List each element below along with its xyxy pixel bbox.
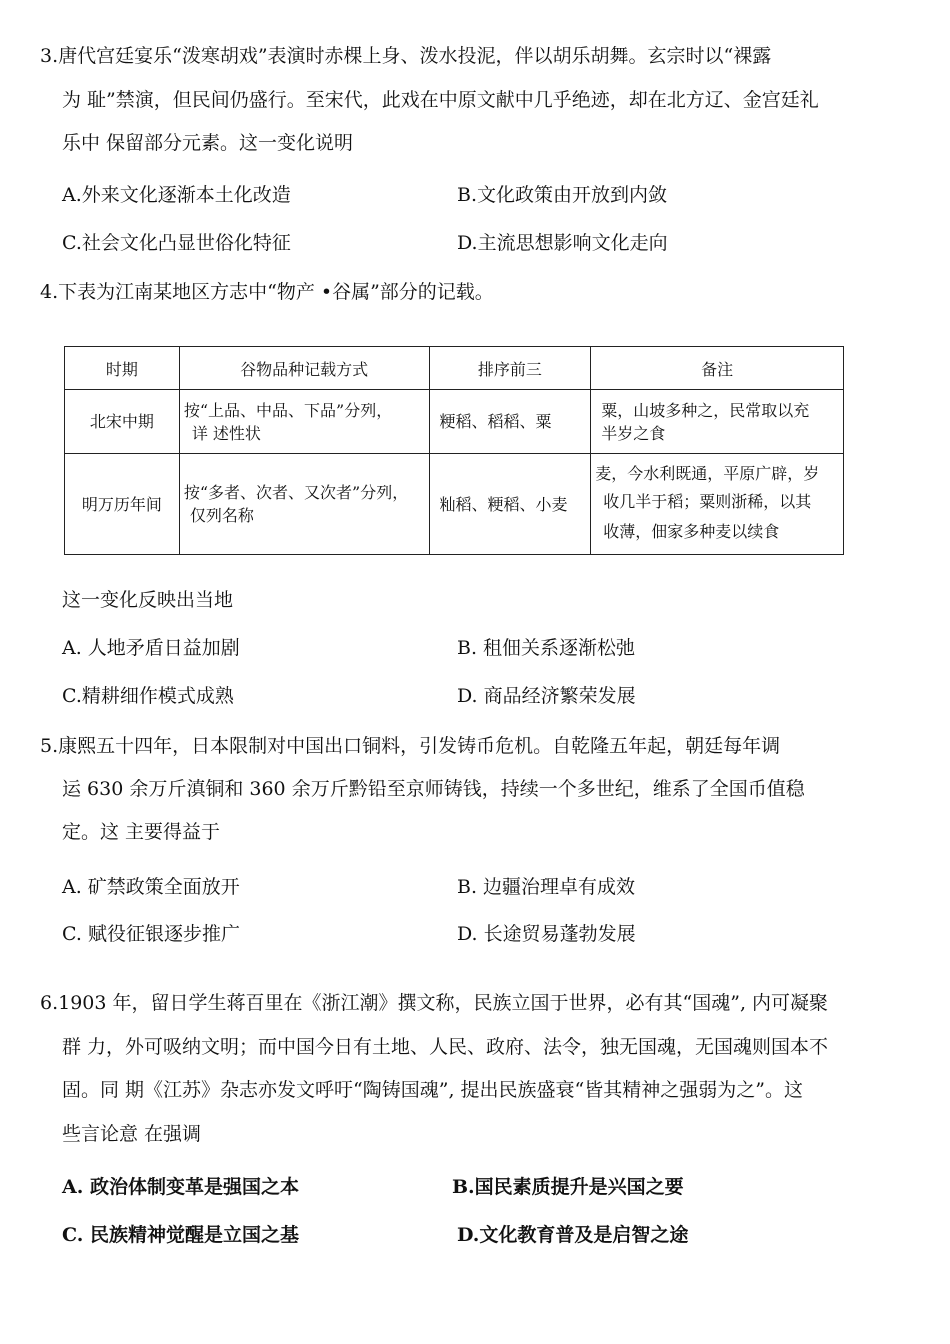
q6-option-c[interactable]: C. 民族精神觉醒是立国之基	[62, 1224, 300, 1246]
table-header-row	[65, 347, 844, 390]
q6-stem-line-4: 些言论意 在强调	[62, 1123, 202, 1145]
q4-option-a[interactable]: A. 人地矛盾日益加剧	[62, 637, 240, 659]
note-cell	[591, 454, 844, 555]
cell-line: 半岁之食	[601, 423, 666, 443]
q3-option-d[interactable]: D.主流思想影响文化走向	[457, 232, 668, 254]
table-row	[65, 390, 844, 454]
q3-option-a[interactable]: A.外来文化逐渐本土化改造	[62, 184, 291, 206]
q4-option-b[interactable]: B. 租佃关系逐渐松弛	[457, 637, 636, 659]
q5-option-b[interactable]: B. 边疆治理卓有成效	[457, 876, 636, 898]
q3-stem-line-3: 乐中 保留部分元素。这一变化说明	[62, 132, 354, 154]
q3-stem-line-2: 为 耻”禁演，但民间仍盛行。至宋代，此戏在中原文献中几乎绝迹，却在北方辽、金宫廷礼	[62, 89, 819, 111]
table-header: 谷物品种记载方式	[179, 347, 429, 390]
q6-stem-line-3: 固。同 期《江苏》杂志亦发文呼吁“陶铸国魂”, 提出民族盛衰“皆其精神之强弱为之”。这	[62, 1079, 803, 1101]
q4-option-c[interactable]: C.精耕细作模式成熟	[62, 685, 234, 707]
q5-option-d[interactable]: D. 长途贸易蓬勃发展	[457, 923, 636, 945]
q6-stem-line-2: 群 力，外可吸纳文明；而中国今日有土地、人民、政府、法令，独无国魂，无国魂则国本不	[62, 1036, 829, 1058]
q5-option-c[interactable]: C. 赋役征银逐步推广	[62, 923, 240, 945]
table-header: 排序前三	[429, 347, 591, 390]
cell-line: 收几半于稻；粟则浙稀，以其	[603, 492, 812, 511]
top3-cell: 粳稻、稻稻、粟	[429, 390, 591, 454]
cell-line: 按“上品、中品、下品”分列，	[183, 400, 393, 420]
period-cell: 北宋中期	[65, 390, 180, 454]
q5-option-a[interactable]: A. 矿禁政策全面放开	[62, 876, 240, 898]
cell-line: 按“多者、次者、又次者”分列，	[183, 483, 409, 502]
cell-line: 麦，今水利既通，平原广辟，岁	[595, 464, 820, 483]
table-header: 备注	[591, 347, 844, 390]
records-table	[64, 346, 844, 555]
q3-option-b[interactable]: B.文化政策由开放到内敛	[457, 184, 668, 206]
q5-stem-line-1: 5.康熙五十四年，日本限制对中国出口铜料，引发铸币危机。自乾隆五年起，朝廷每年调	[40, 735, 781, 757]
q6-option-d[interactable]: D.文化教育普及是启智之途	[457, 1224, 689, 1246]
q6-option-a[interactable]: A. 政治体制变革是强国之本	[62, 1176, 299, 1198]
q6-stem-line-1: 6.1903 年，留日学生蒋百里在《浙江潮》撰文称，民族立国于世界，必有其“国魂”, 内可凝聚	[40, 992, 829, 1014]
cell-line: 仅列名称	[189, 506, 254, 525]
method-cell	[179, 454, 429, 555]
q5-stem-line-2: 运 630 余万斤滇铜和 360 余万斤黔铅至京师铸钱，持续一个多世纪，维系了全国币值稳	[62, 778, 805, 800]
cell-line: 详 述性状	[191, 423, 261, 443]
q6-option-b[interactable]: B.国民素质提升是兴国之要	[452, 1176, 684, 1198]
period-cell: 明万历年间	[65, 454, 180, 555]
q4-followup: 这一变化反映出当地	[62, 589, 234, 611]
cell-line: 收薄，佃家多种麦以续食	[603, 522, 780, 541]
method-cell	[179, 390, 429, 454]
q5-stem-line-3: 定。这 主要得益于	[62, 821, 221, 843]
table-row	[65, 454, 844, 555]
top3-cell: 籼稻、粳稻、小麦	[429, 454, 591, 555]
note-cell	[591, 390, 844, 454]
q3-stem-line-1: 3.唐代宫廷宴乐“泼寒胡戏”表演时赤棵上身、泼水投泥，伴以胡乐胡舞。玄宗时以“裸露	[40, 45, 772, 67]
q4-option-d[interactable]: D. 商品经济繁荣发展	[457, 685, 636, 707]
table-header: 时期	[65, 347, 180, 390]
q3-option-c[interactable]: C.社会文化凸显世俗化特征	[62, 232, 291, 254]
cell-line: 粟，山坡多种之，民常取以充	[601, 400, 810, 420]
q4-stem: 4.下表为江南某地区方志中“物产 •谷属”部分的记载。	[40, 281, 494, 303]
